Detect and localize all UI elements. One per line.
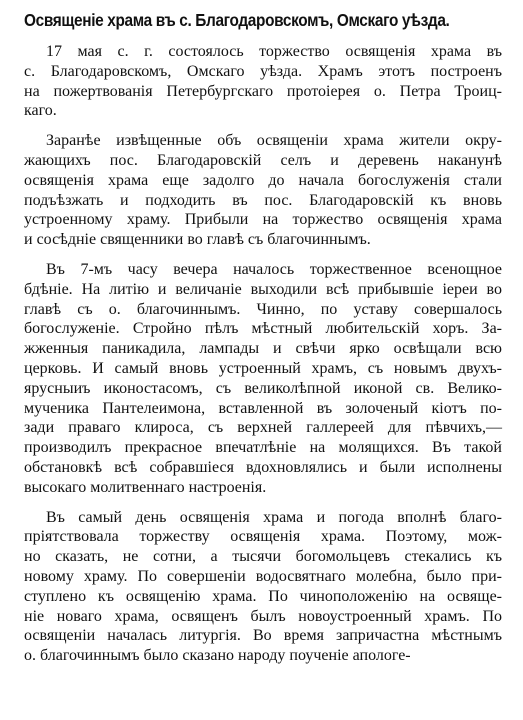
text-line: мученика Пантелеимона, вставленной въ золоченый кіотъ по- xyxy=(24,399,502,417)
document-page xyxy=(24,8,502,676)
paragraph xyxy=(24,42,502,121)
text-line: церковь. И самый вновь устроенный храмъ, съ новымъ двухъ- xyxy=(24,359,502,377)
text-line: ступлено къ освященію храма. По чиноположенію на освяще- xyxy=(24,587,502,605)
paragraph xyxy=(24,260,502,498)
text-line: пріятствовала торжеству освященія храма. Поэтому, мож- xyxy=(24,528,502,546)
text-line: 17 мая с. г. состоялось торжество освященія храма въ xyxy=(46,43,502,60)
text-line: обстановкѣ всѣ собравшіеся вдохновлялись и были исполнены xyxy=(24,458,502,476)
text-line: жающихъ пос. Благодаровскій селъ и деревень наканунѣ xyxy=(24,151,502,169)
article-title: Освященіе храма въ с. Благодаровскомъ, Омскаго уѣзда. xyxy=(24,10,450,30)
text-line: богослуженіе. Стройно пѣлъ мѣстный любительскій хоръ. За- xyxy=(24,320,502,338)
text-line: производилъ прекрасное впечатлѣніе на молящихся. Въ такой xyxy=(24,439,502,457)
text-line: Въ 7-мъ часу вечера началось торжественное всенощное xyxy=(46,260,502,278)
text-line: Заранѣе извѣщенные объ освященіи храма жители окру- xyxy=(46,132,502,150)
paragraph xyxy=(24,131,502,250)
text-line: на пожертвованія Петербургскаго протоіерея о. Петра Троиц- xyxy=(24,82,502,100)
text-line: бдѣніе. На литію и величаніе выходили всѣ прибывшіе іереи во xyxy=(24,280,502,298)
text-line: жженныя паникадила, лампады и свѣчи ярко освѣщали всю xyxy=(24,340,502,358)
text-line: но сказать, не сотни, а тысячи богомольцевъ стекались къ xyxy=(24,548,502,566)
text-line: устроенному храму. Прибыли на торжество освященія храма xyxy=(24,211,502,229)
text-line: каго. xyxy=(24,102,57,120)
text-line: главѣ съ о. благочиннымъ. Чинно, по уставу совершалось xyxy=(24,300,502,318)
text-line: и сосѣдніе священники во главѣ съ благочиннымъ. xyxy=(24,231,371,249)
text-line: ярусныиъ иконостасомъ, съ великолѣпной иконой св. Велико- xyxy=(24,379,502,397)
text-line: о. благочиннымъ было сказано народу поученіе апологе- xyxy=(24,647,411,665)
text-line: Въ самый день освященія храма и погода вполнѣ благо- xyxy=(46,508,502,526)
article-body xyxy=(24,42,502,666)
text-line: новому храму. По совершеніи водосвятнаго молебна, было при- xyxy=(24,567,502,585)
text-line: освященія храма еще задолго до начала богослуженія стали xyxy=(24,171,502,189)
text-line: зади праваго клироса, съ верхней галлереей для пѣвчихъ,— xyxy=(24,419,502,437)
text-line: освященіи началась литургія. Во время запричастна мѣстнымъ xyxy=(24,627,502,645)
text-line: с. Благодаровскомъ, Омскаго уѣзда. Храмъ этотъ построенъ xyxy=(24,62,502,80)
paragraph xyxy=(24,508,502,666)
text-line: подъѣзжать и подходить въ пос. Благодаровскій къ вновь xyxy=(24,191,502,209)
text-line: высокаго молитвеннаго настроенія. xyxy=(24,478,267,496)
text-line: ніе новаго храма, освященъ былъ новоустроенный храмъ. По xyxy=(24,607,502,625)
